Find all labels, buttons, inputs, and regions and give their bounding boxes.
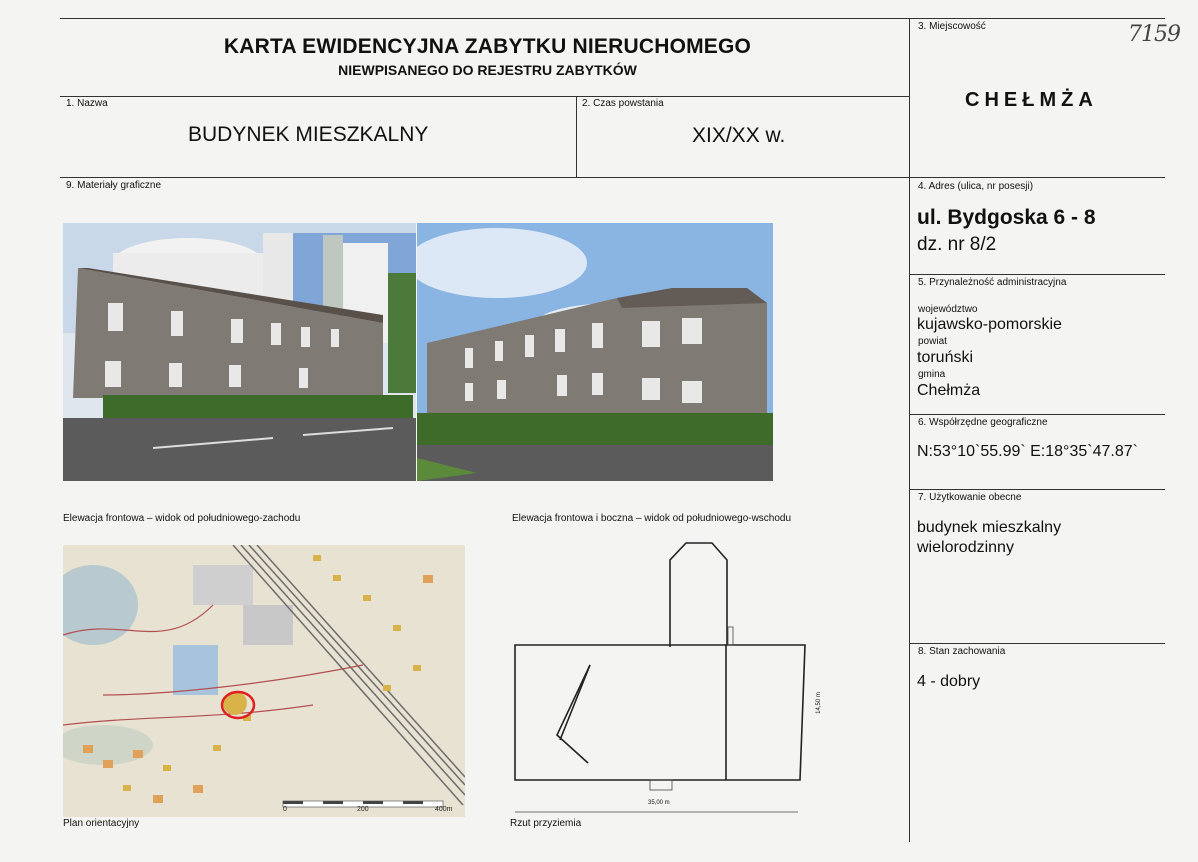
rule-row2 (60, 177, 1165, 178)
card-title: KARTA EWIDENCYJNA ZABYTKU NIERUCHOMEGO (223, 35, 752, 58)
gmina-value: Chełmża (917, 382, 981, 399)
photo-southeast (417, 223, 773, 481)
card-subtitle: NIEWPISANEGO DO REJESTRU ZABYTKÓW (338, 62, 637, 78)
nazwa-value: BUDYNEK MIESZKALNY (188, 123, 429, 146)
gmina-label: gmina (918, 369, 946, 380)
handwritten-number: 7159 (1128, 22, 1180, 47)
miejscowosc-value: CHEŁMŻA (965, 89, 1098, 111)
caption-map: Plan orientacyjny (63, 818, 140, 829)
map-scale-200: 200 (357, 806, 369, 813)
wojewodztwo-label: województwo (918, 304, 978, 315)
divider-name-date (576, 96, 577, 177)
map-scale-400: 400m (435, 806, 453, 813)
materialy-label: 9. Materiały graficzne (66, 180, 162, 191)
map-scale-0: 0 (283, 806, 287, 813)
adres-label: 4. Adres (ulica, nr posesji) (918, 181, 1034, 192)
caption-photo1: Elewacja frontowa – widok od południowego-zachodu (63, 513, 301, 524)
ground-floor-plan (500, 535, 830, 815)
stan-value: 4 - dobry (917, 673, 981, 690)
rule-r5 (909, 274, 1165, 275)
czas-value: XIX/XX w. (692, 124, 786, 147)
orientation-map (63, 545, 465, 817)
rule-r8 (909, 643, 1165, 644)
powiat-value: toruński (917, 349, 974, 366)
top-rule (60, 18, 1165, 19)
photo-southwest (63, 223, 416, 481)
powiat-label: powiat (918, 336, 947, 347)
wojewodztwo-value: kujawsko-pomorskie (917, 316, 1062, 333)
caption-plan: Rzut przyziemia (510, 818, 582, 829)
uzytkowanie-label: 7. Użytkowanie obecne (918, 492, 1022, 503)
rule-r7 (909, 489, 1165, 490)
wspolrzedne-label: 6. Współrzędne geograficzne (918, 417, 1048, 428)
adres-street: ul. Bydgoska 6 - 8 (917, 206, 1096, 229)
plan-width-dim: 35,00 m (648, 800, 670, 806)
adres-parcel: dz. nr 8/2 (917, 234, 997, 255)
przynaleznosc-label: 5. Przynależność administracyjna (918, 277, 1067, 288)
czas-label: 2. Czas powstania (582, 98, 664, 109)
rule-row1 (60, 96, 910, 97)
rule-r6 (909, 414, 1165, 415)
plan-depth-dim: 14,50 m (815, 692, 822, 714)
nazwa-label: 1. Nazwa (66, 98, 108, 109)
wspolrzedne-value: N:53°10`55.99` E:18°35`47.87` (917, 443, 1138, 460)
uzytkowanie-line2: wielorodzinny (917, 539, 1014, 556)
caption-photo2: Elewacja frontowa i boczna – widok od południowego-wschodu (512, 513, 792, 524)
miejscowosc-label: 3. Miejscowość (918, 21, 986, 32)
stan-label: 8. Stan zachowania (918, 646, 1006, 657)
uzytkowanie-line1: budynek mieszkalny (917, 519, 1062, 536)
divider-right-column (909, 18, 910, 842)
